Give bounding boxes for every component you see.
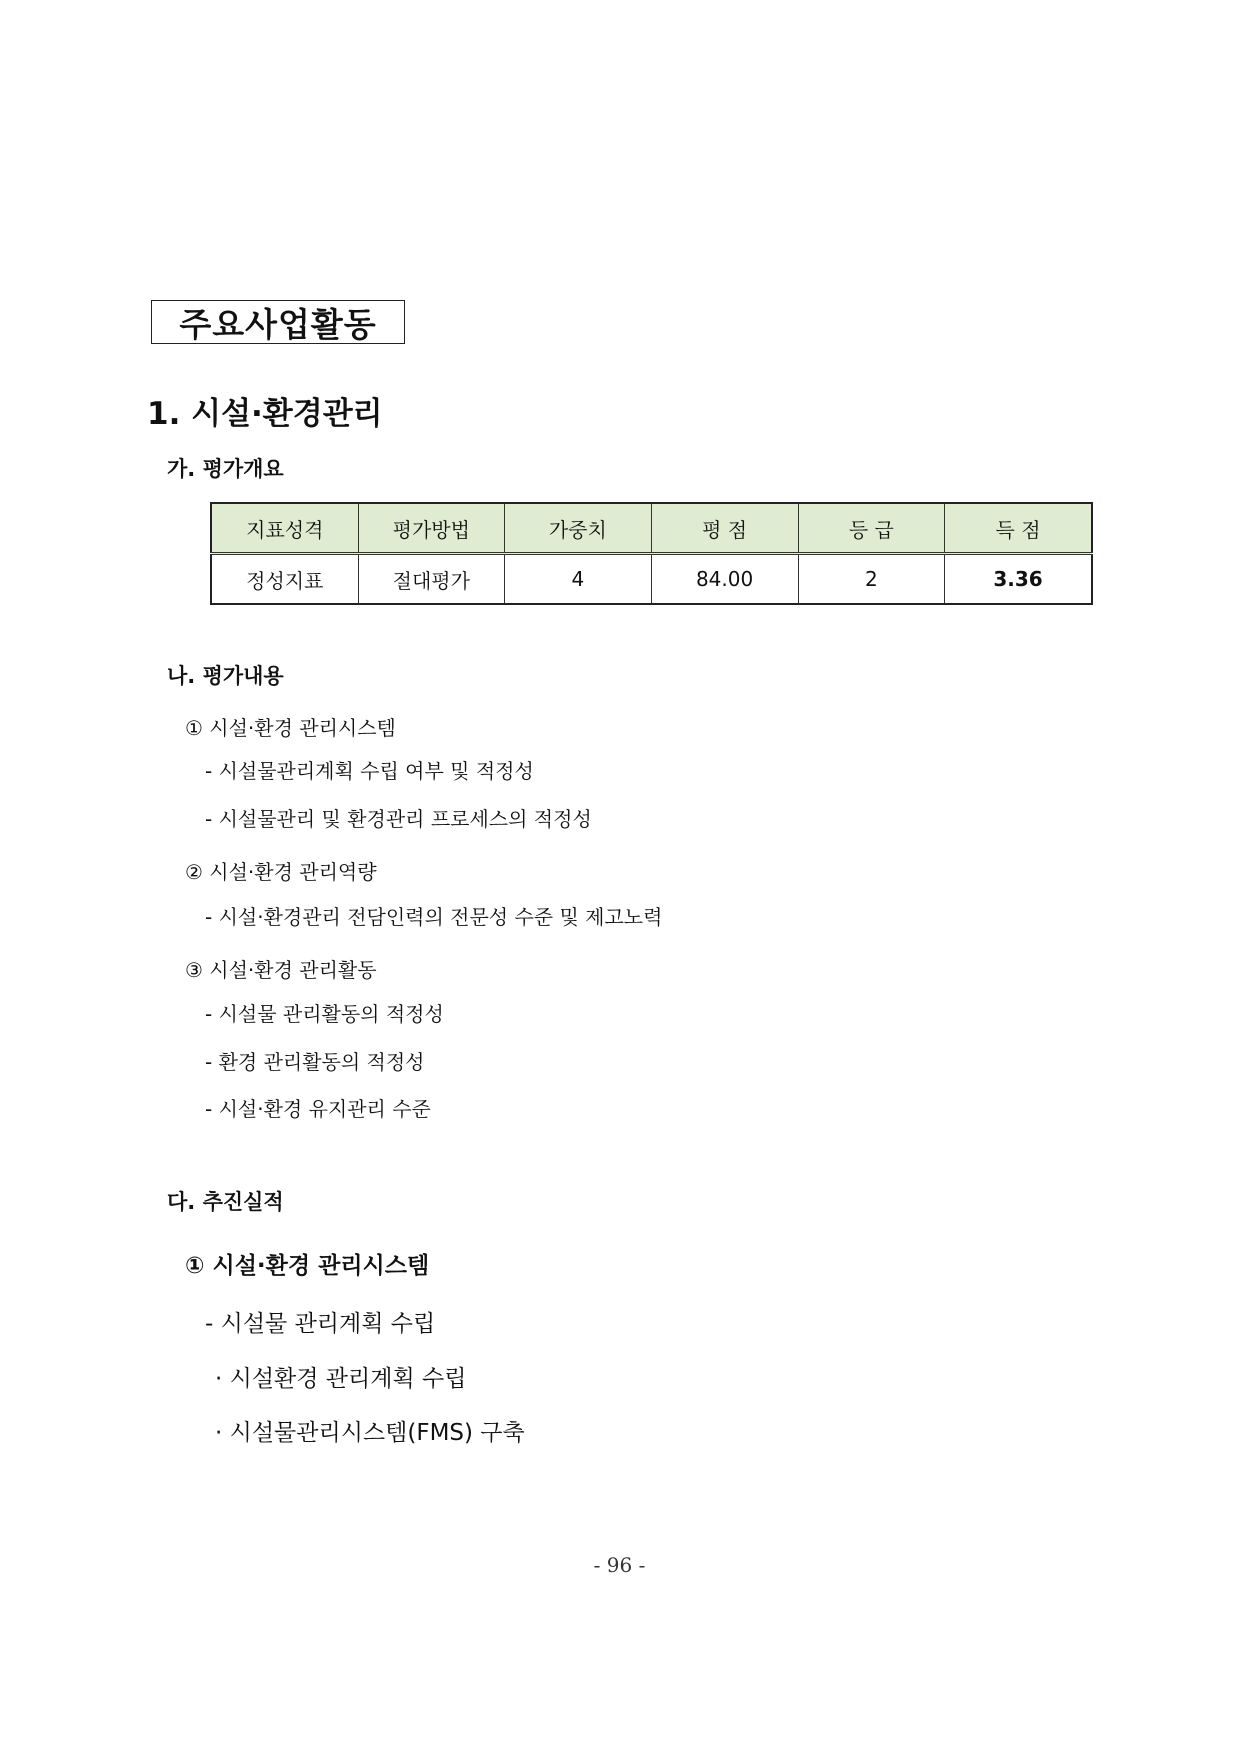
content-group-title: ① 시설·환경 관리시스템 [185, 716, 396, 740]
table-header-cell: 등 급 [798, 503, 945, 554]
performance-title: ① 시설·환경 관리시스템 [185, 1253, 430, 1279]
table-header-row [211, 503, 1092, 554]
content-list-item: - 시설물관리 및 환경관리 프로세스의 적정성 [205, 807, 592, 831]
boxed-title: 주요사업활동 [151, 300, 405, 344]
table-cell: 정성지표 [211, 554, 358, 605]
page-number: - 96 - [593, 1553, 646, 1577]
content-list-item: - 시설물 관리활동의 적정성 [205, 1002, 444, 1026]
performance-bullet: · 시설환경 관리계획 수립 [215, 1366, 467, 1392]
content-heading: 나. 평가내용 [167, 664, 284, 688]
content-list-item: - 시설·환경관리 전담인력의 전문성 수준 및 제고노력 [205, 905, 663, 929]
performance-bullet: · 시설물관리시스템(FMS) 구축 [215, 1420, 525, 1446]
table-header-cell: 득 점 [945, 503, 1092, 554]
table-cell: 84.00 [651, 554, 798, 605]
table-header-cell: 지표성격 [211, 503, 358, 554]
content-group-title: ② 시설·환경 관리역량 [185, 860, 377, 884]
evaluation-table [210, 502, 1093, 605]
table-cell: 4 [505, 554, 652, 605]
content-group-title: ③ 시설·환경 관리활동 [185, 958, 377, 982]
table-cell-score: 3.36 [945, 554, 1092, 605]
performance-list-item: - 시설물 관리계획 수립 [205, 1311, 436, 1337]
table-header-cell: 가중치 [505, 503, 652, 554]
table-row [211, 554, 1092, 605]
overview-heading: 가. 평가개요 [167, 457, 284, 481]
table-cell: 2 [798, 554, 945, 605]
table-header-cell: 평 점 [651, 503, 798, 554]
content-list-item: - 시설·환경 유지관리 수준 [205, 1097, 431, 1121]
content-list-item: - 환경 관리활동의 적정성 [205, 1050, 425, 1074]
table-cell: 절대평가 [358, 554, 505, 605]
table-header-cell: 평가방법 [358, 503, 505, 554]
performance-heading: 다. 추진실적 [167, 1190, 284, 1214]
content-list-item: - 시설물관리계획 수립 여부 및 적정성 [205, 759, 534, 783]
section-title: 1. 시설·환경관리 [147, 396, 383, 432]
